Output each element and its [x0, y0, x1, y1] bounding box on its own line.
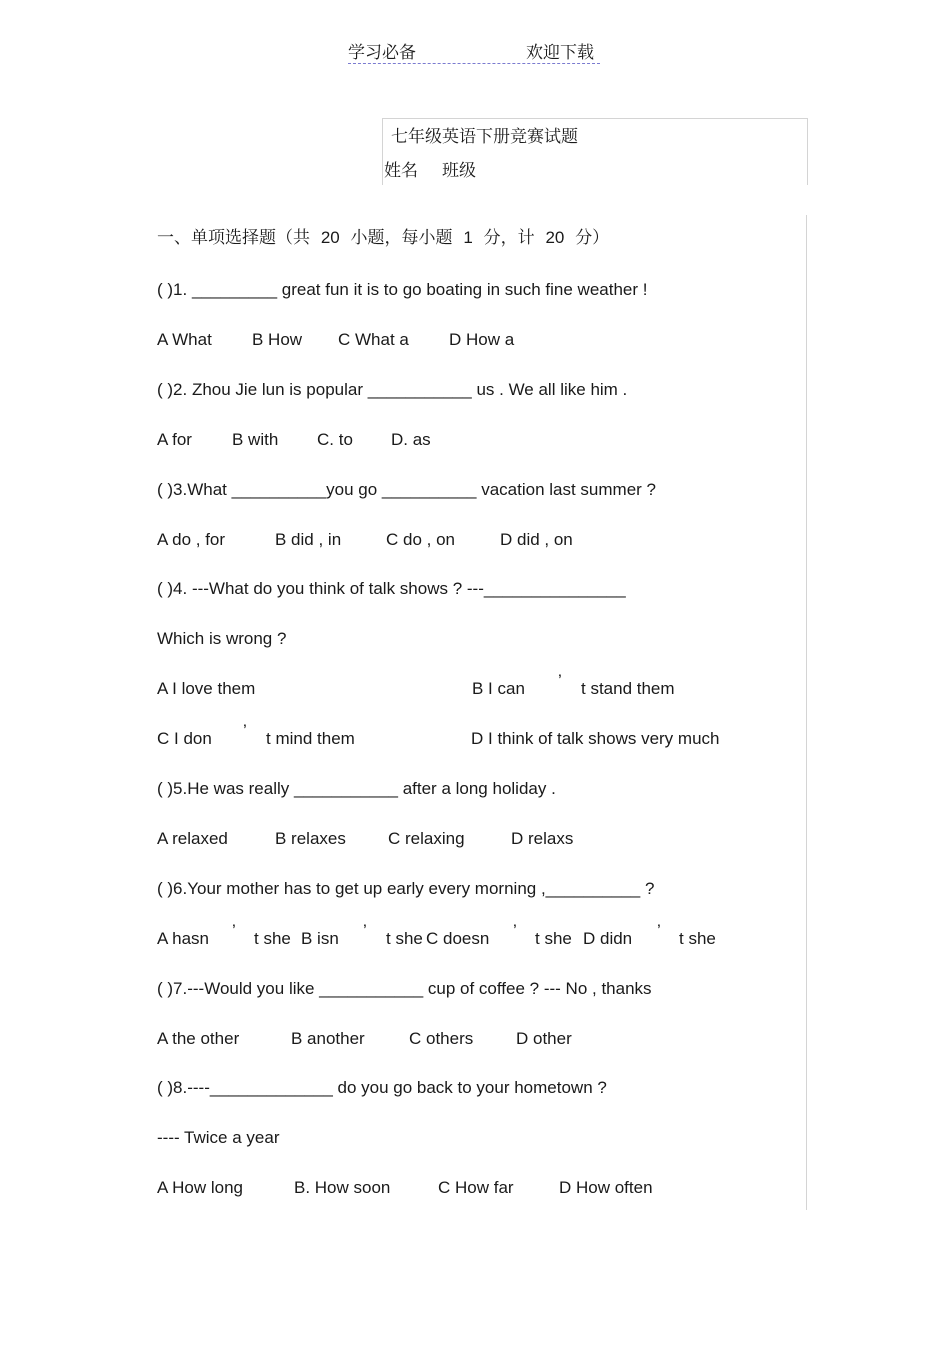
option-text: t she: [535, 929, 572, 948]
class-label: 班级: [442, 161, 476, 181]
question-line: ( )8.----_____________ do you go back to your hometown ?: [157, 1078, 607, 1097]
option-text: B relaxes: [275, 829, 346, 848]
option-text: C I don: [157, 729, 212, 748]
option-text: C do , on: [386, 530, 455, 549]
option-text: ’: [558, 671, 562, 690]
right-margin-rule: [806, 215, 807, 1210]
question-line: ---- Twice a year: [157, 1128, 280, 1147]
option-text: ’: [513, 921, 517, 940]
points-total: 20: [545, 228, 565, 247]
exam-title: 七年级英语下册竞赛试题: [391, 127, 578, 147]
option-text: D I think of talk shows very much: [471, 729, 720, 748]
header-dashed-rule: [348, 63, 600, 64]
name-label: 姓名: [384, 161, 418, 181]
section-title: [157, 228, 609, 248]
option-text: A How long: [157, 1178, 243, 1197]
option-text: D didn: [583, 929, 633, 948]
option-text: D How a: [449, 330, 515, 349]
question-count: 20: [320, 228, 340, 247]
option-text: A hasn: [157, 929, 209, 948]
option-text: B with: [232, 430, 279, 449]
option-text: t she: [254, 929, 291, 948]
option-text: B another: [291, 1029, 365, 1048]
option-text: A relaxed: [157, 829, 228, 848]
option-text: D How often: [559, 1178, 653, 1197]
option-text: C relaxing: [388, 829, 465, 848]
section-title-part: 小题，每小题: [350, 228, 453, 248]
option-text: C others: [409, 1029, 474, 1048]
question-line: ( )6.Your mother has to get up early every morning ,__________ ?: [157, 879, 655, 898]
question-line: ( )1. _________ great fun it is to go boating in such fine weather !: [157, 280, 648, 299]
option-text: B. How soon: [294, 1178, 391, 1197]
option-text: D other: [516, 1029, 572, 1048]
option-text: ’: [363, 921, 367, 940]
option-text: B How: [252, 330, 303, 349]
option-text: C doesn: [426, 929, 490, 948]
header-left-text: 学习必备: [348, 43, 416, 63]
option-text: ’: [232, 921, 236, 940]
option-text: C How far: [438, 1178, 514, 1197]
option-text: t mind them: [266, 729, 355, 748]
option-text: A for: [157, 430, 192, 449]
question-line: Which is wrong ?: [157, 629, 287, 648]
option-text: ’: [243, 721, 247, 740]
section-title-part: 分）: [575, 228, 610, 248]
option-text: B isn: [301, 929, 339, 948]
points-each: 1: [463, 228, 473, 247]
option-text: A What: [157, 330, 212, 349]
option-text: B did , in: [275, 530, 342, 549]
question-line: ( )4. ---What do you think of talk shows ? ---_______________: [157, 579, 626, 598]
question-line: ( )7.---Would you like ___________ cup of coffee ? --- No , thanks: [157, 979, 652, 998]
option-text: D did , on: [500, 530, 573, 549]
option-text: B I can: [472, 679, 525, 698]
option-text: ’: [657, 921, 661, 940]
option-text: A do , for: [157, 530, 226, 549]
question-line: ( )2. Zhou Jie lun is popular ___________ us . We all like him .: [157, 380, 628, 399]
option-text: C What a: [338, 330, 409, 349]
section-title-part: 分，计: [483, 228, 535, 248]
header-right-text: 欢迎下载: [526, 43, 594, 63]
option-text: D relaxs: [511, 829, 574, 848]
option-text: C. to: [317, 430, 353, 449]
option-text: t she: [386, 929, 423, 948]
question-line: ( )5.He was really ___________ after a long holiday .: [157, 779, 556, 798]
option-text: t stand them: [581, 679, 675, 698]
option-text: t she: [679, 929, 716, 948]
option-text: A the other: [157, 1029, 240, 1048]
question-line: ( )3.What __________you go __________ vacation last summer ?: [157, 480, 656, 499]
option-text: D. as: [391, 430, 431, 449]
option-text: A I love them: [157, 679, 256, 698]
section-title-part: 一、单项选择题（共: [157, 228, 310, 248]
